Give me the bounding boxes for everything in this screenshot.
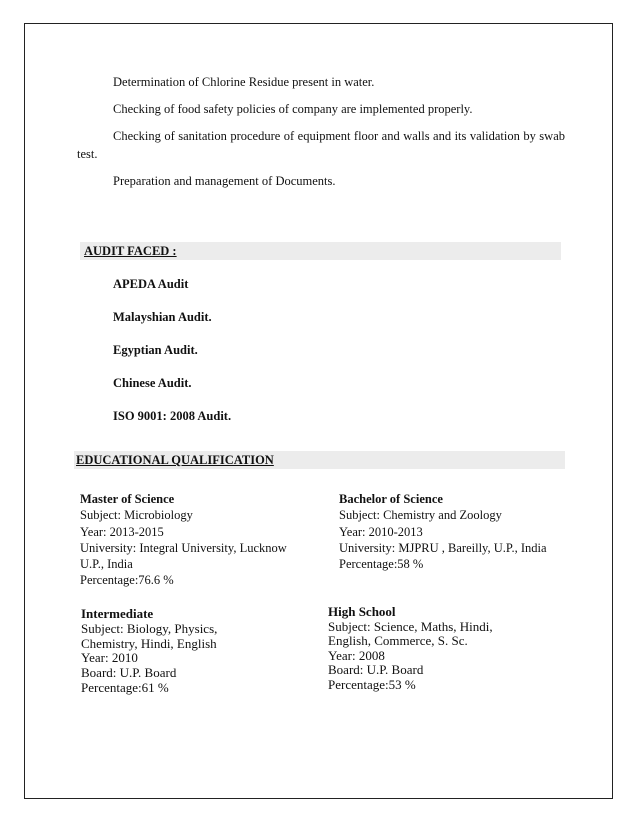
degree-percentage: Percentage:76.6 % [80,573,174,588]
bachelors-block [339,491,547,572]
audit-heading: AUDIT FACED : [84,244,177,258]
degree-percentage: Percentage:58 % [339,557,424,572]
audit-item: APEDA Audit [113,277,189,291]
degree-subject-continued: Chemistry, Hindi, English [81,635,217,651]
degree-board: Board: U.P. Board [328,662,424,678]
masters-block [80,491,287,589]
degree-percentage: Percentage:53 % [328,676,416,692]
degree-university: University: Integral University, Lucknow [80,540,287,555]
audit-item: Chinese Audit. [113,376,192,390]
duty-line: Checking of food safety policies of company are implemented properly. [113,102,473,116]
degree-title: High School [328,604,396,619]
degree-subject: Subject: Biology, Physics, [81,620,218,636]
degree-year: Year: 2010-2013 [339,524,423,539]
duty-line: Preparation and management of Documents. [113,174,336,188]
audit-item: Malayshian Audit. [113,310,212,324]
duty-line-continuation: test. [77,147,98,161]
degree-year: Year: 2008 [328,647,385,663]
degree-percentage: Percentage:61 % [81,679,169,695]
degree-board: Board: U.P. Board [81,665,177,681]
audit-item: ISO 9001: 2008 Audit. [113,409,232,423]
degree-title: Bachelor of Science [339,492,443,506]
intermediate-block [81,607,217,696]
audit-item: Egyptian Audit. [113,343,198,357]
degree-year: Year: 2013-2015 [80,524,164,539]
duty-line: Determination of Chlorine Residue present in water. [113,75,375,89]
high-school-block [328,605,493,693]
degree-subject-continued: English, Commerce, S. Sc. [328,633,468,649]
degree-title: Master of Science [80,492,175,506]
degree-subject: Subject: Science, Maths, Hindi, [328,618,493,634]
degree-university: University: MJPRU , Bareilly, U.P., India [339,540,547,555]
degree-subject: Subject: Microbiology [80,508,193,523]
degree-location: U.P., India [80,557,133,572]
degree-subject: Subject: Chemistry and Zoology [339,508,502,523]
degree-year: Year: 2010 [81,650,138,666]
education-heading: EDUCATIONAL QUALIFICATION [76,453,274,467]
duty-line: Checking of sanitation procedure of equipment floor and walls and its validation by swab [113,129,565,143]
degree-title: Intermediate [81,606,154,621]
